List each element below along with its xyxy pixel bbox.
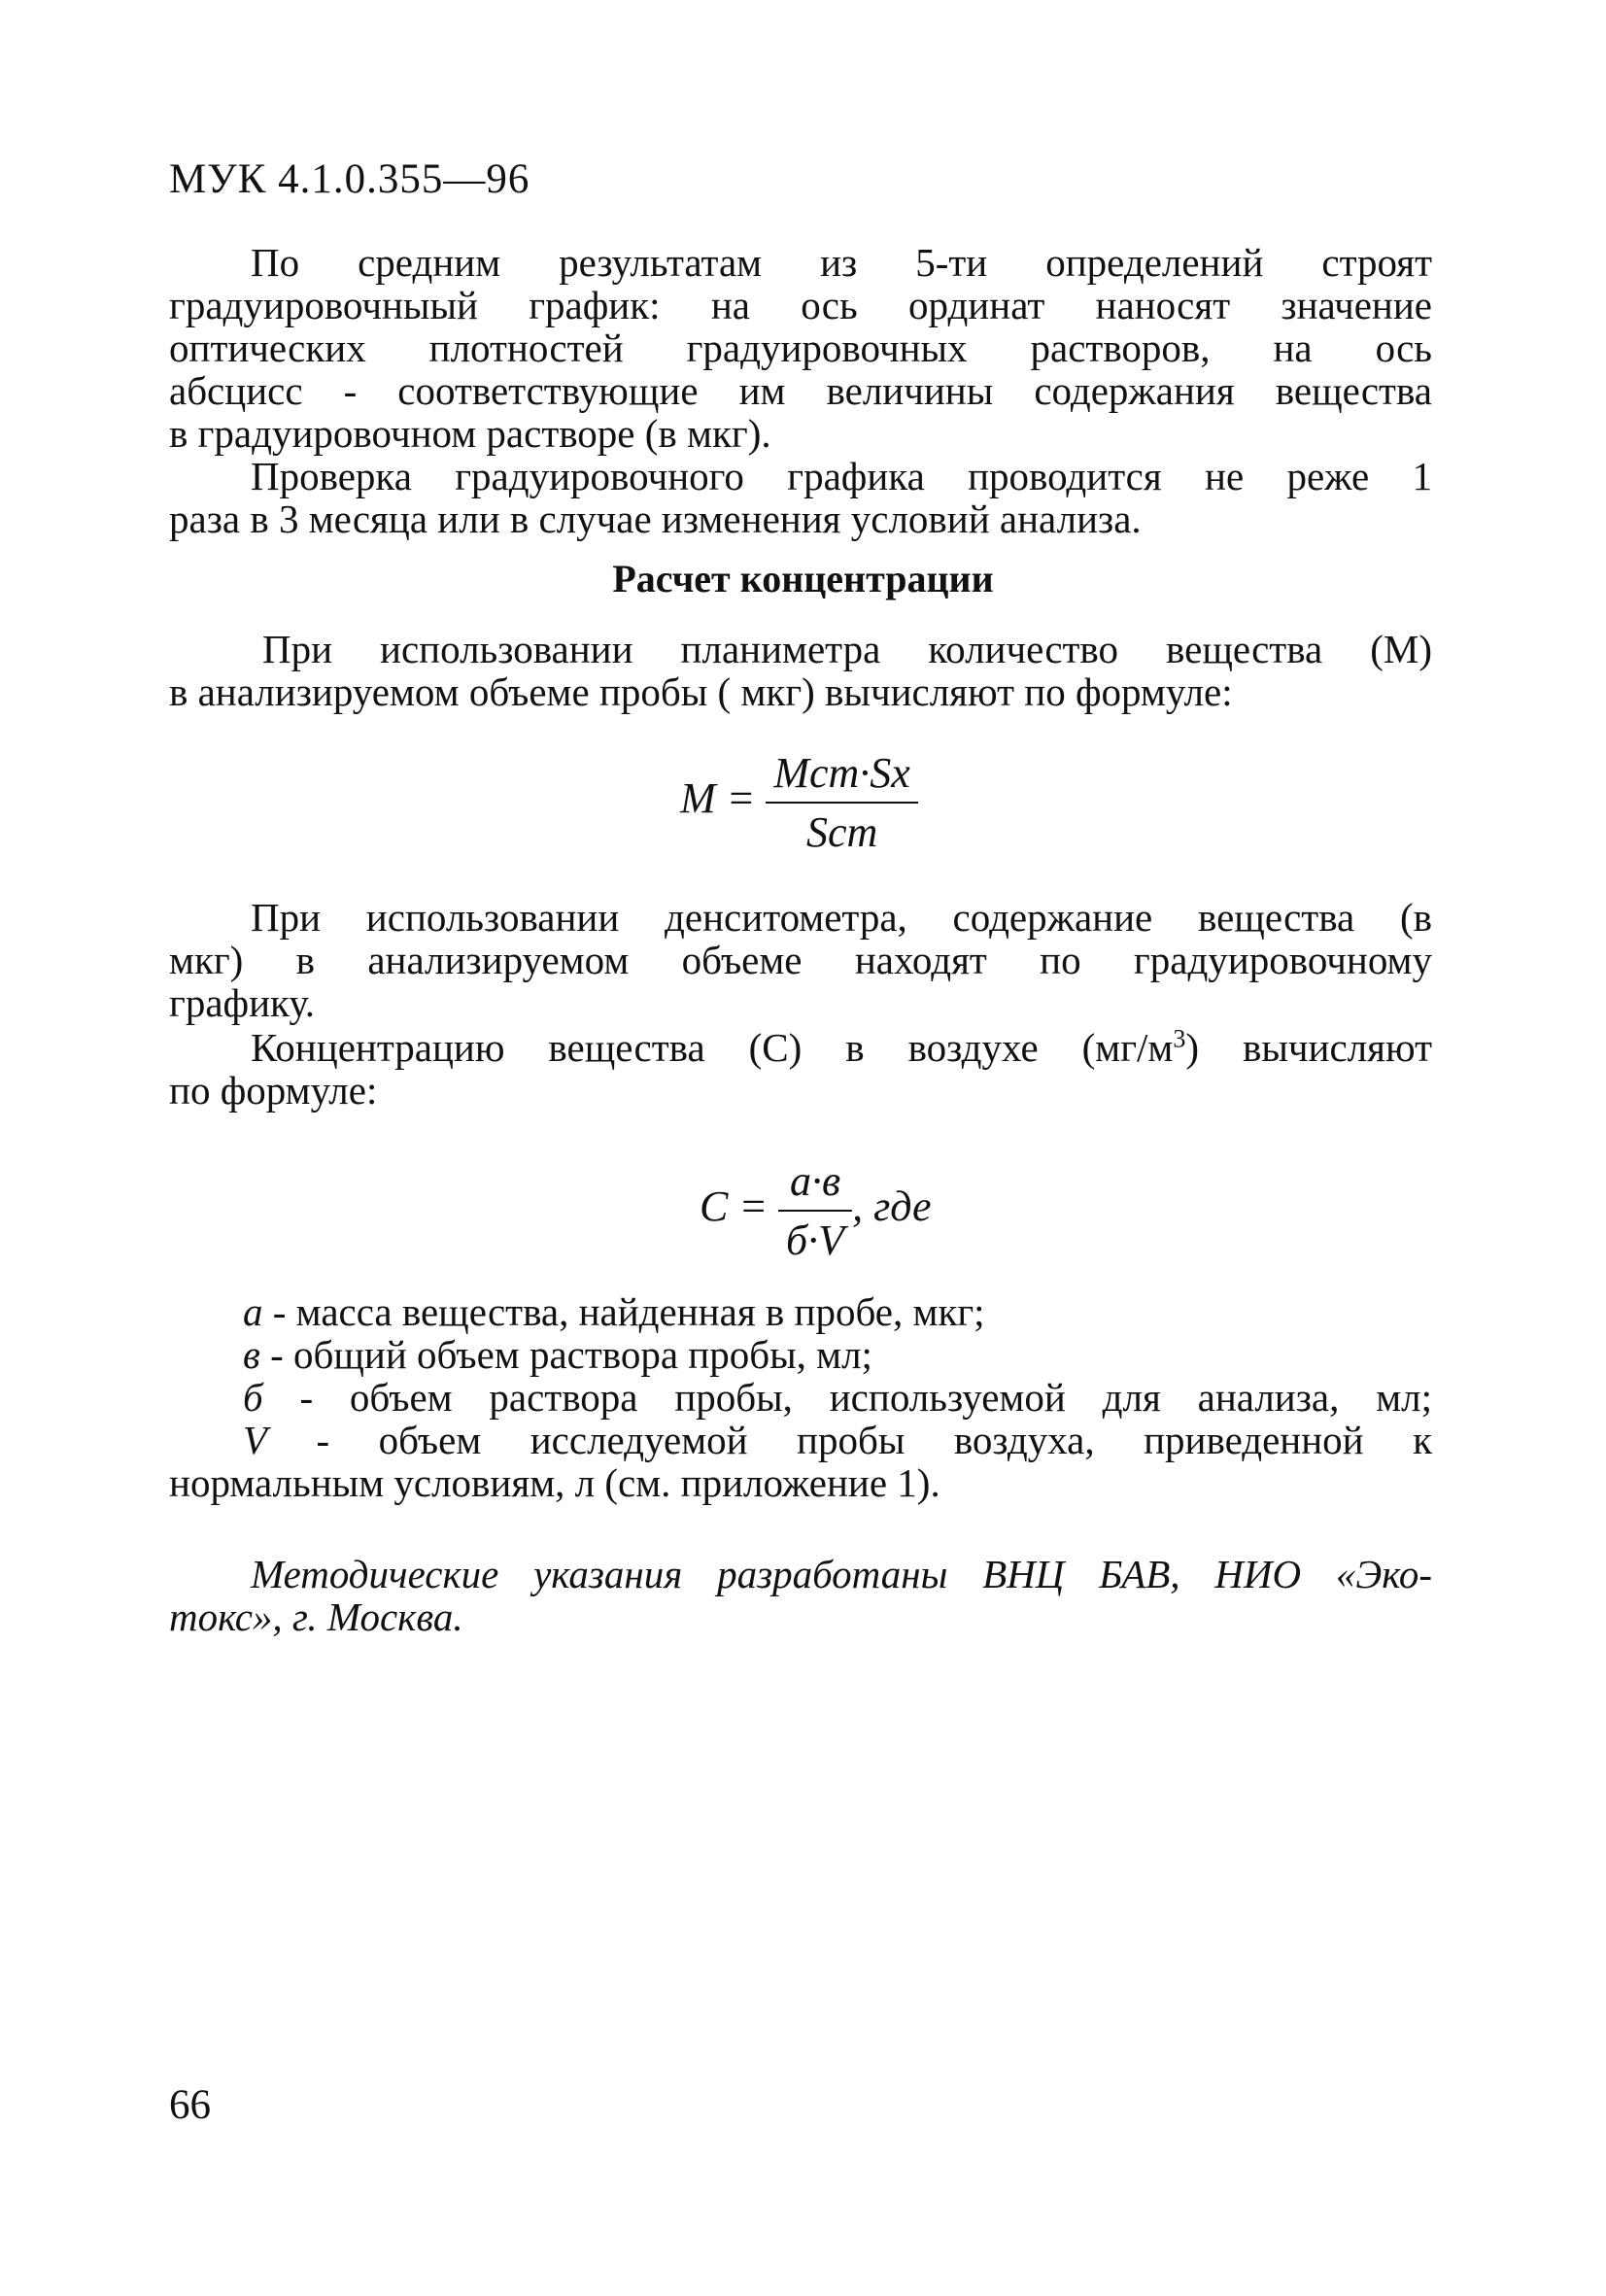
formula-lhs: C =	[700, 1182, 769, 1231]
formula-fraction	[766, 748, 918, 857]
text-line: Проверка градуировочного графика проводится не реже 1	[251, 454, 1432, 498]
paragraph-graph-check	[169, 455, 1432, 540]
text-line: абсцисс - соответствующие им величины содержания вещества	[169, 368, 1432, 413]
definition-item: б - объем раствора пробы, используемой для анализа, мл;	[243, 1375, 1432, 1420]
formula-denominator: б·V	[778, 1210, 852, 1265]
definitions-list	[169, 1290, 1432, 1504]
superscript: 3	[1173, 1024, 1186, 1053]
formula-numerator: Mст·Sx	[773, 749, 910, 797]
text-line: графику.	[169, 980, 316, 1025]
paragraph-densitometer	[169, 896, 1432, 1024]
formula-lhs: M =	[680, 774, 756, 823]
text-line: Концентрацию вещества (С) в воздухе $(мг/м^3)$ вычисляют	[251, 1024, 1432, 1070]
text-line: в градуировочном растворе (в мкг).	[169, 411, 771, 456]
definition-continuation: нормальным условиям, л (см. приложение 1).	[169, 1460, 940, 1505]
definition-item: а - масса вещества, найденная в пробе, мкг;	[243, 1289, 985, 1334]
paragraph-concentration	[169, 1026, 1432, 1112]
formula-fraction	[778, 1156, 852, 1265]
text-line: Методические указания разработаны ВНЦ БАВ, НИО «Эко-	[251, 1552, 1432, 1596]
formula-tail: , где	[852, 1182, 932, 1231]
text-line: По средним результатам из 5-ти определений строят	[251, 240, 1432, 285]
text-line: При использовании планиметра количество вещества (М)	[262, 627, 1432, 671]
text-line: При использовании денситометра, содержание вещества (в	[251, 895, 1432, 940]
text-line: градуировочныый график: на ось ординат наносят значение	[169, 283, 1432, 327]
formula-mass	[680, 748, 918, 857]
authors-note	[169, 1553, 1432, 1638]
text-line: в анализируемом объеме пробы ( мкг) вычисляют по формуле:	[169, 669, 1233, 714]
text-line: мкг) в анализируемом объеме находят по градуировочному	[169, 938, 1432, 982]
text-line: по формуле:	[169, 1068, 378, 1113]
text-line: оптических плотностей градуировочных растворов, на ось	[169, 326, 1432, 370]
definition-item: в - общий объем раствора пробы, мл;	[243, 1332, 872, 1377]
paragraph-graph-construction	[169, 241, 1432, 455]
section-heading: Расчет концентрации	[612, 557, 994, 600]
text-line: раза в 3 месяца или в случае изменения условий анализа.	[169, 497, 1142, 541]
formula-denominator: Sст	[766, 802, 918, 857]
formula-numerator: а·в	[790, 1157, 841, 1205]
page-number: 66	[169, 2082, 211, 2128]
paragraph-planimeter	[169, 628, 1432, 713]
definition-item: V - объем исследуемой пробы воздуха, приведенной к	[243, 1418, 1432, 1462]
document-header: МУК 4.1.0.355—96	[169, 156, 530, 202]
formula-concentration	[700, 1156, 932, 1265]
text-line: токс», г. Москва.	[169, 1594, 463, 1639]
